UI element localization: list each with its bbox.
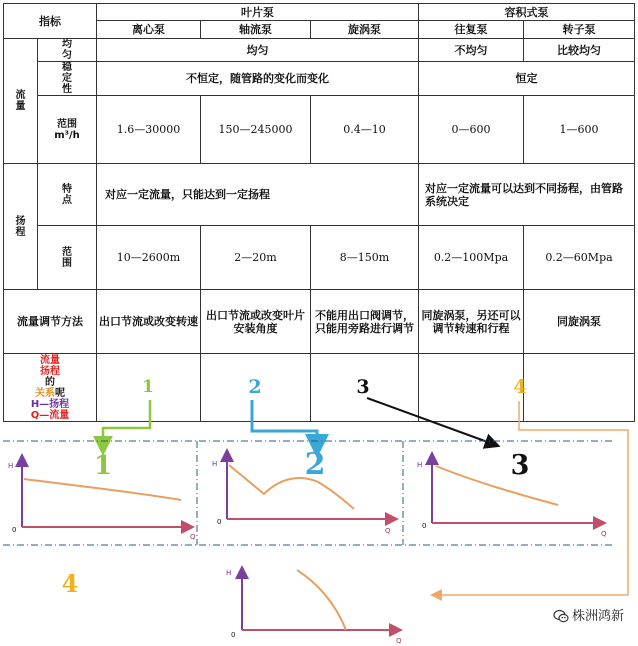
feature-label: 特点 [62,183,72,206]
label-regulation: 流量调节方法 [4,290,97,354]
header-vane-pumps: 叶片泵 [97,4,419,21]
regulation-centrifugal: 出口节流或改变转速 [97,290,201,354]
x-axis-label-1: Q [190,533,196,541]
stability-vane: 不恒定，随管路的变化而变化 [97,62,419,96]
marker-2-large: 2 [304,447,326,482]
head-range-vortex: 8—150m [311,226,419,290]
regulation-axial: 出口节流或改变叶片安装角度 [201,290,311,354]
relation-line-3: 的 [45,376,55,388]
marker-1-large: 1 [93,451,113,481]
marker-4-small: 4 [513,376,527,398]
x-axis-label-3: Q [601,530,607,538]
watermark-text: 株洲鸿新 [571,608,624,624]
head-range-rotary: 0.2—60Mpa [524,226,635,290]
relation-line-4b: 呢 [55,387,65,399]
header-indicator: 指标 [4,4,97,39]
flow-range-vortex: 0.4—10 [311,96,419,164]
uniformity-rotary: 比较均匀 [524,39,635,62]
head-feature-displacement: 对应一定流量可以达到不同扬程，由管路系统决定 [419,164,635,226]
header-rotary: 转子泵 [524,21,635,39]
x-axis-label-2: Q [385,527,391,535]
header-centrifugal: 离心泵 [97,21,201,39]
arrow-to-curve-3 [367,398,493,444]
regulation-reciprocating: 同旋涡泵，另还可以调节转速和行程 [419,290,524,354]
origin-label-1: 0 [12,526,17,534]
flow-range-label: 范围m³/h [54,118,80,141]
relation-line-4a: 关系 [35,387,55,399]
origin-label-4: 0 [231,631,236,639]
arrow-to-curve-1 [103,400,150,446]
marker-2-small: 2 [248,376,262,398]
uniformity-reciprocating: 不均匀 [419,39,524,62]
relation-line-6: Q—流量 [30,409,70,421]
watermark [553,605,624,625]
head-range-reciprocating: 0.2—100Mpa [419,226,524,290]
origin-label-3: 0 [422,522,427,530]
header-vortex: 旋涡泵 [311,21,419,39]
curve-chart-2 [212,455,392,535]
regulation-rotary: 同旋涡泵 [524,290,635,354]
head-label: 扬程 [15,215,26,238]
arrow-to-curve-2 [252,400,317,446]
relation-line-5: H—扬程 [30,398,70,410]
header-axial: 轴流泵 [201,21,311,39]
y-axis-label-1: H [8,462,14,470]
stability-label: 稳定性 [62,62,72,95]
marker-3-large: 3 [510,450,530,481]
uniformity-vane: 均匀 [97,39,419,62]
head-range-axial: 2—20m [201,226,311,290]
marker-1-small: 1 [142,377,154,397]
flow-range-axial: 150—245000 [201,96,311,164]
head-range-centrifugal: 10—2600m [97,226,201,290]
head-curve-4 [297,570,346,630]
x-axis-label-4: Q [396,637,402,645]
head-feature-vane: 对应一定流量，只能达到一定扬程 [97,164,419,226]
y-axis-label-2: H [212,460,218,468]
uniformity-label: 均匀 [62,39,72,61]
head-curve-2 [229,465,354,509]
relation-line-1: 流量 [40,354,60,366]
flow-range-rotary: 1—600 [524,96,635,164]
origin-label-2: 0 [217,518,222,526]
regulation-vortex: 不能用出口阀调节，只能用旁路进行调节 [311,290,419,354]
head-curve-3 [436,466,558,505]
stability-displacement: 恒定 [419,62,635,96]
header-displacement-pumps: 容积式泵 [419,4,635,21]
head-curve-1 [24,479,181,500]
head-range-label: 范围 [62,246,72,269]
curve-chart-4 [226,569,402,645]
wechat-icon [553,608,569,624]
marker-3-small: 3 [356,376,370,398]
relation-line-2: 扬程 [40,365,60,377]
header-reciprocating: 往复泵 [419,21,524,39]
y-axis-label-4: H [226,569,232,577]
flow-range-centrifugal: 1.6—30000 [97,96,201,164]
y-axis-label-3: H [417,461,423,469]
marker-4-large: 4 [61,569,79,598]
flow-label: 流量 [15,90,26,112]
flow-range-reciprocating: 0—600 [419,96,524,164]
